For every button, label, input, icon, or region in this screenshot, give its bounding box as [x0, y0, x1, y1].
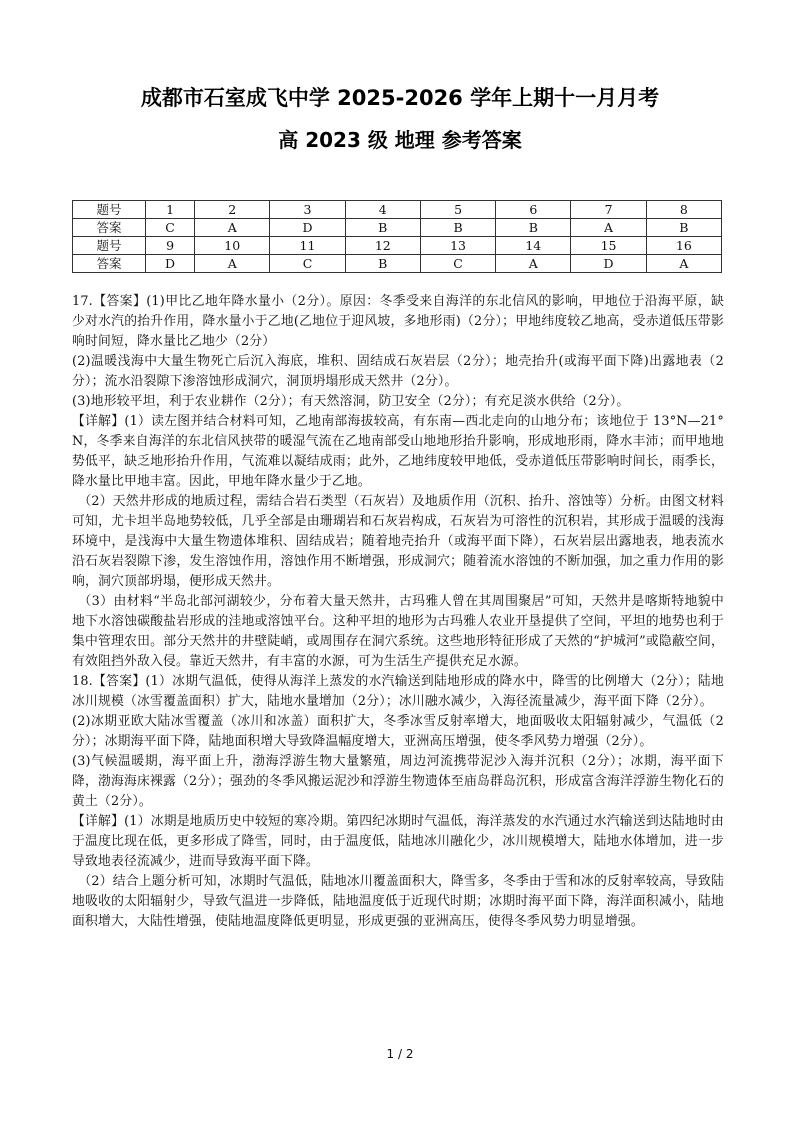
page-number: 1 / 2 [386, 1047, 414, 1061]
answer-cell: C [270, 255, 345, 273]
q18-answer-part1: 18.【答案】(1）冰期气温低，使得从海洋上蒸发的水汽输送到陆地形成的降水中，降雪的比例增大（2分）；陆地冰川规模（冰雪覆盖面积）扩大，陆地水量增加（2分）；冰川融水减少，入海径流量减少，海平面下降（2分）。 [72, 674, 724, 709]
question-number: 4 [345, 201, 420, 219]
q18-answer-part2: (2)冰期亚欧大陆冰雪覆盖（冰川和冰盖）面积扩大，冬季冰雪反射率增大，地面吸收太阳辐射减少，气温低（2分）；冰期海平面下降，陆地面积增大导致降温幅度增大，亚洲高压增强，使冬季风势力增强（2分）。 [72, 714, 724, 749]
answer-cell: D [146, 255, 195, 273]
question-number: 12 [345, 237, 420, 255]
answer-explanations [72, 292, 724, 932]
answer-cell: C [146, 219, 195, 237]
q17-detail-part1: 【详解】(1）读左图并结合材料可知，乙地南部海拔较高，有东南—西北走向的山地分布；该地位于 13°N—21° N，冬季来自海洋的东北信风挟带的暖湿气流在乙地南部受山地地形抬升影响，形成地形雨，降水丰沛；而甲地地势低平，缺乏地形抬升作用，气流难以凝结成雨；此外，乙地纬度较甲地低，受赤道低压带影响时间长，雨季长，降水量比甲地丰富。因此，甲地年降水量少于乙地。 [72, 414, 724, 489]
answer-cell: A [195, 219, 270, 237]
answer-cell: A [571, 219, 646, 237]
table-row-numbers-1 [73, 201, 722, 219]
question-number: 9 [146, 237, 195, 255]
q17-answer-part2: (2)温暖浅海中大量生物死亡后沉入海底，堆积、固结成石灰岩层（2分）；地壳抬升(或海平面下降)出露地表（2分）；流水沿裂隙下渗溶蚀形成洞穴，洞顶坍塌形成天然井（2分）。 [72, 354, 724, 389]
q17-detail-part2: （2）天然井形成的地质过程，需结合岩石类型（石灰岩）及地质作用（沉积、抬升、溶蚀等）分析。由图文材料可知，尤卡坦半岛地势较低，几乎全部是由珊瑚岩和石灰岩构成，石灰岩为可溶性的沉积岩，其形成于温暖的浅海环境中，是浅海中大量生物遗体堆积、固结成岩；随着地壳抬升（或海平面下降），石灰岩层出露地表，地表流水沿石灰岩裂隙下渗，发生溶蚀作用，溶蚀作用不断增强，形成洞穴；随着流水溶蚀的不断加强，加之重力作用的影响，洞穴顶部坍塌，便形成天然井。 [72, 494, 724, 589]
table-row-answers-2 [73, 255, 722, 273]
question-number: 14 [496, 237, 571, 255]
table-row-answers-1 [73, 219, 722, 237]
page-title: 成都市石室成飞中学 2025-2026 学年上期十一月月考 [140, 86, 660, 110]
row-label: 答案 [73, 219, 146, 237]
answer-cell: B [345, 219, 420, 237]
question-number: 7 [571, 201, 646, 219]
answer-cell: A [195, 255, 270, 273]
question-number: 10 [195, 237, 270, 255]
row-label: 答案 [73, 255, 146, 273]
answer-cell: A [646, 255, 721, 273]
answer-cell: B [420, 219, 495, 237]
row-label: 题号 [73, 237, 146, 255]
answer-cell: B [496, 219, 571, 237]
q18-answer-part3: (3)气候温暖期，海平面上升，渤海浮游生物大量繁殖，周边河流携带泥沙入海并沉积（2分）；冰期，海平面下降，渤海海床裸露（2分）；强劲的冬季风搬运泥沙和浮游生物遗体至庙岛群岛沉积，形成富含海洋浮游生物化石的黄土（2分）。 [72, 754, 724, 809]
question-number: 1 [146, 201, 195, 219]
table-row-numbers-2 [73, 237, 722, 255]
answer-table [72, 200, 722, 273]
question-number: 3 [270, 201, 345, 219]
question-number: 15 [571, 237, 646, 255]
answer-cell: D [571, 255, 646, 273]
question-number: 6 [496, 201, 571, 219]
question-number: 2 [195, 201, 270, 219]
answer-cell: D [270, 219, 345, 237]
q18-detail-part2: （2）结合上题分析可知，冰期时气温低，陆地冰川覆盖面积大，降雪多，冬季由于雪和冰的反射率较高，导致陆地吸收的太阳辐射少，导致气温进一步降低，陆地温度低于近现代时期；冰期时海平面下降，海洋面积减小，陆地面积增大，大陆性增强，使陆地温度降低更明显，形成更强的亚洲高压，使得冬季风势力明显增强。 [72, 874, 724, 929]
question-number: 13 [420, 237, 495, 255]
answer-cell: B [345, 255, 420, 273]
question-number: 5 [420, 201, 495, 219]
question-number: 11 [270, 237, 345, 255]
answer-cell: C [420, 255, 495, 273]
q17-detail-part3: （3）由材料“半岛北部河湖较少，分布着大量天然井，古玛雅人曾在其周围聚居”可知，天然井是喀斯特地貌中地下水溶蚀碳酸盐岩形成的洼地或溶蚀平台。这种平坦的地形为古玛雅人农业开垦提供了空间，平坦的地势也利于集中管理农田。部分天然井的井壁陡峭，或周围存在洞穴系统。这些地形特征形成了天然的“护城河”或隐蔽空间，有效阻挡外敌入侵。靠近天然井，有丰富的水源，可为生活生产提供充足水源。 [72, 594, 724, 669]
page-subtitle: 高 2023 级 地理 参考答案 [278, 128, 522, 152]
question-number: 8 [646, 201, 721, 219]
row-label: 题号 [73, 201, 146, 219]
q17-answer-part1: 17.【答案】(1)甲比乙地年降水量小（2分）。原因：冬季受来自海洋的东北信风的影响，甲地位于沿海平原，缺少对水汽的抬升作用，降水量小于乙地(乙地位于迎风坡，多地形雨)（2分）；甲地纬度较乙地高，受赤道低压带影响时间短，降水量比乙地少（2分） [72, 294, 724, 349]
q18-detail-part1: 【详解】(1）冰期是地质历史中较短的寒冷期。第四纪冰期时气温低，海洋蒸发的水汽通过水汽输送到达陆地时由于温度比现在低，更多形成了降雪，同时，由于温度低，陆地冰川融化少，冰川规模增大，陆地水体增加，进一步导致地表径流减少，进而导致海平面下降。 [72, 814, 724, 869]
answer-cell: B [646, 219, 721, 237]
question-number: 16 [646, 237, 721, 255]
answer-cell: A [496, 255, 571, 273]
q17-answer-part3: (3)地形较平坦，利于农业耕作（2分）；有天然溶洞，防卫安全（2分）；有充足淡水供给（2分）。 [72, 394, 630, 409]
